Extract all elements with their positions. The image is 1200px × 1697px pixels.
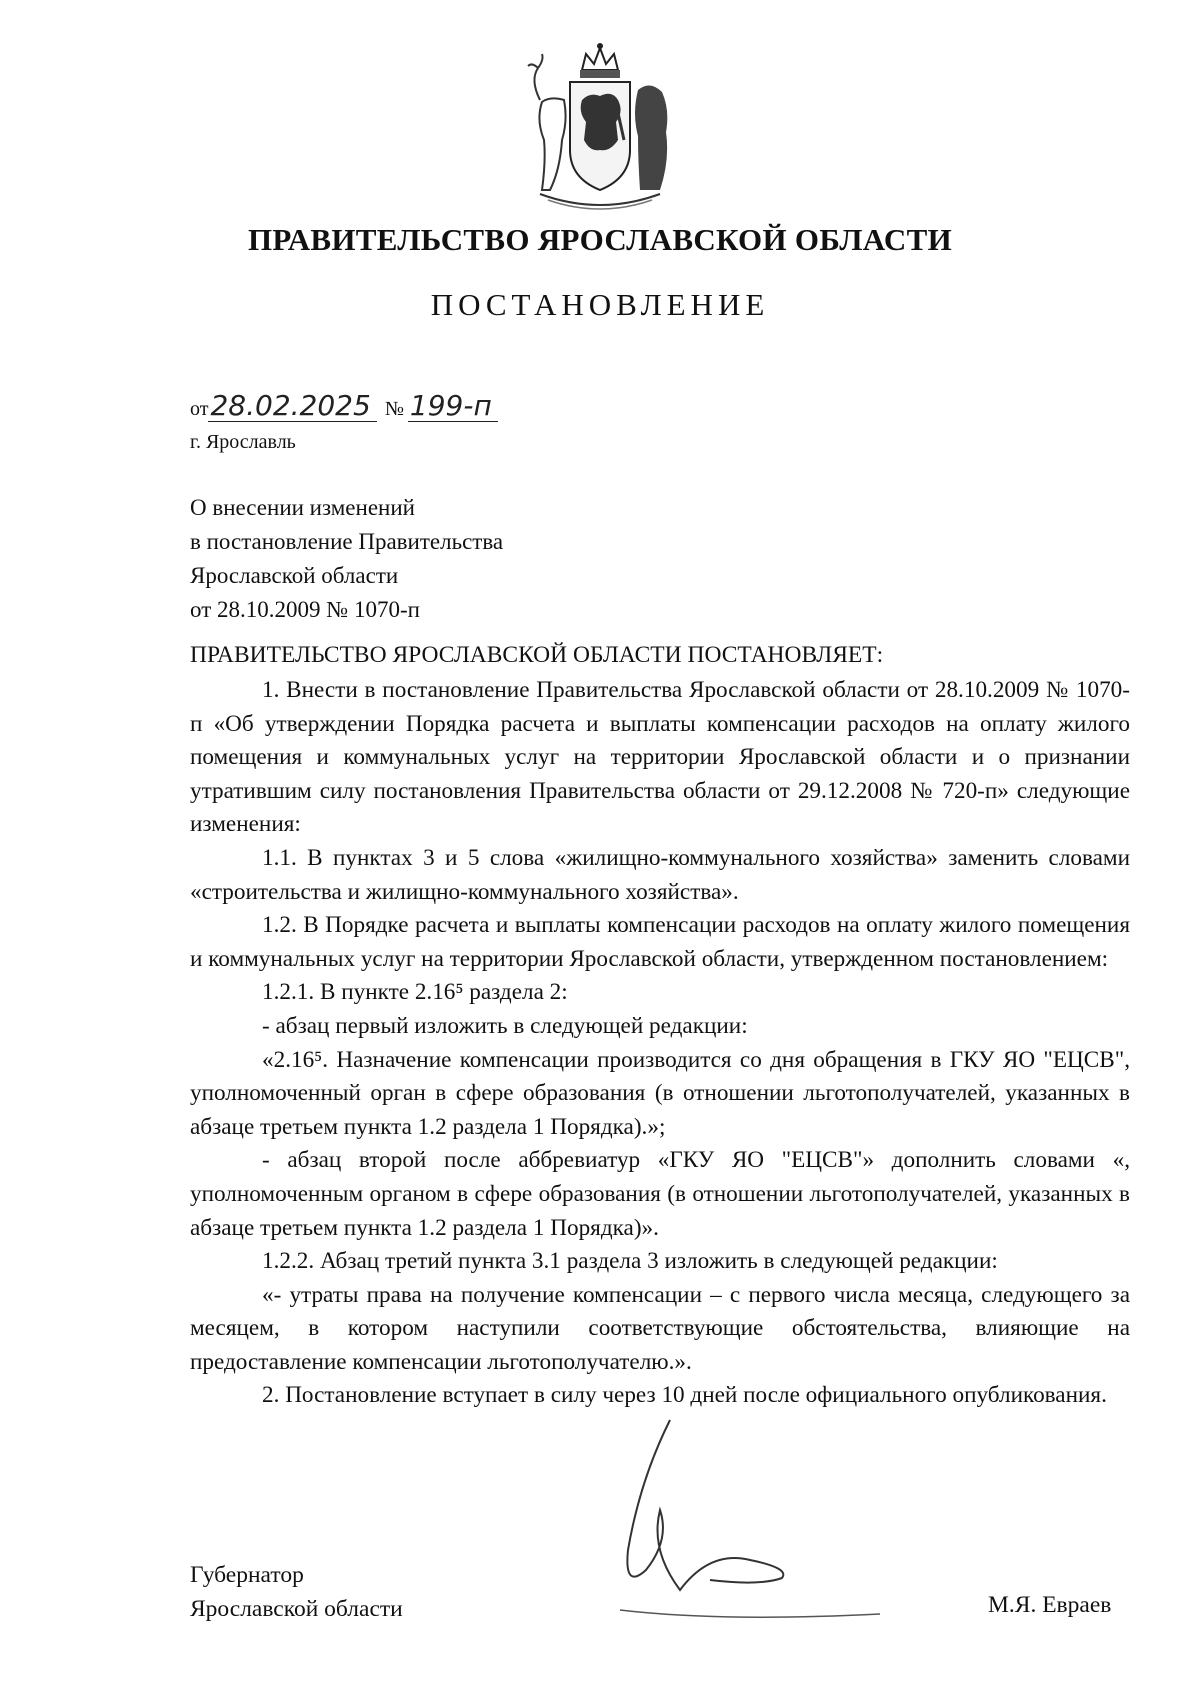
preamble: ПРАВИТЕЛЬСТВО ЯРОСЛАВСКОЙ ОБЛАСТИ ПОСТАНОВЛЯЕТ: xyxy=(190,642,884,668)
paragraph: 1.2.2. Абзац третий пункта 3.1 раздела 3 изложить в следующей редакции: xyxy=(262,1248,998,1275)
signatory-position xyxy=(190,1558,403,1626)
handwritten-number: 199-п xyxy=(408,391,498,422)
city: г. Ярославль xyxy=(190,431,296,453)
subject-line: от 28.10.2009 № 1070-п xyxy=(190,597,420,622)
subject-line: Ярославской области xyxy=(190,563,399,588)
document-kind: ПОСТАНОВЛЕНИЕ xyxy=(430,287,770,322)
paragraph: - абзац первый изложить в следующей редакции: xyxy=(262,1012,748,1039)
paragraph: 2. Постановление вступает в силу через 10 дней после официального опубликования. xyxy=(262,1382,1107,1409)
signatory-position-line: Ярославской области xyxy=(190,1596,403,1622)
registration-line xyxy=(190,391,498,422)
paragraph: «2.16⁵. Назначение компенсации производится со дня обращения в ГКУ ЯО "ЕЦСВ", уполномоченный орган в сфере образования (в отношении льготополучателей, указанных в абзаце третьем пункта 1.2 раздела 1 Порядка).»; xyxy=(190,1046,1130,1140)
number-sign: № xyxy=(384,398,404,420)
coat-of-arms-icon xyxy=(520,40,680,210)
subject-line: в постановление Правительства xyxy=(190,529,504,554)
signatory-position-line: Губернатор xyxy=(190,1562,304,1588)
organization-title: ПРАВИТЕЛЬСТВО ЯРОСЛАВСКОЙ ОБЛАСТИ xyxy=(248,222,952,257)
subject-line: О внесении изменений xyxy=(190,495,415,520)
document-subject xyxy=(190,491,503,627)
document-body xyxy=(190,674,1130,1413)
signatory-name: М.Я. Евраев xyxy=(988,1592,1112,1618)
paragraph: 1.2.1. В пункте 2.16⁵ раздела 2: xyxy=(262,979,568,1006)
paragraph: - абзац второй после аббревиатур «ГКУ ЯО "ЕЦСВ"» дополнить словами «, уполномоченным органом в сфере образования (в отношении льготополучателей, указанных в абзаце третьем пункта 1.2 раздела 1 Порядка)». xyxy=(190,1147,1130,1241)
paragraph: 1.1. В пунктах 3 и 5 слова «жилищно-коммунального хозяйства» заменить словами «строительства и жилищно-коммунального хозяйства». xyxy=(190,844,1130,905)
paragraph: «- утраты права на получение компенсации – с первого числа месяца, следующего за месяцем, в котором наступили соответствующие обстоятельства, влияющие на предоставление компенсации льготополучателю.». xyxy=(190,1281,1130,1375)
paragraph: 1. Внести в постановление Правительства Ярославской области от 28.10.2009 № 1070-п «Об утверждении Порядка расчета и выплаты компенсации расходов на оплату жилого помещения и коммунальных услуг на территории Ярославской области и о признании утратившим силу постановления Правительства области от 29.12.2008 № 720-п» следующие изменения: xyxy=(190,677,1130,838)
handwritten-date: 28.02.2025 xyxy=(208,391,376,422)
date-prefix: от xyxy=(190,398,209,420)
signature-icon xyxy=(520,1400,920,1640)
paragraph: 1.2. В Порядке расчета и выплаты компенсации расходов на оплату жилого помещения и коммунальных услуг на территории Ярославской области, утвержденном постановлением: xyxy=(190,912,1130,972)
